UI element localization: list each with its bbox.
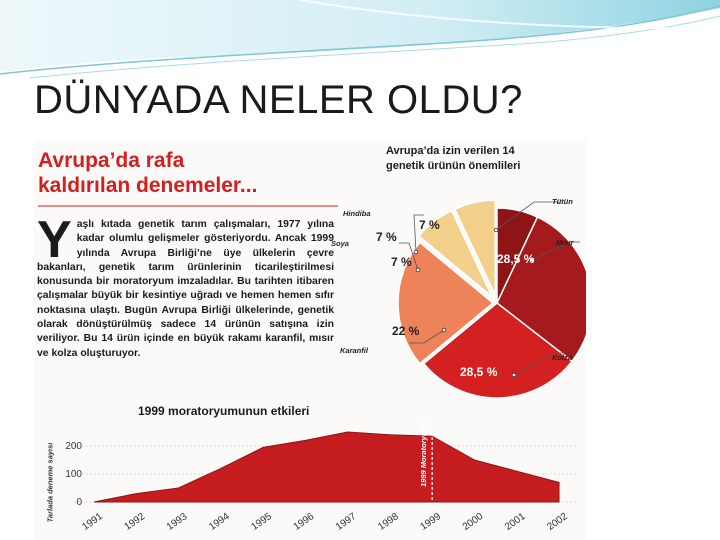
- pie-value-hindiba: 7 %: [376, 230, 397, 244]
- area-xtick-label: 1991: [80, 511, 105, 533]
- pie-value-tutun: 7 %: [419, 218, 440, 232]
- area-xtick-label: 1995: [249, 511, 274, 533]
- pie-legend-hindiba: Hindiba: [343, 209, 371, 218]
- article-dropcap: Y: [37, 211, 72, 269]
- article-headline: [38, 148, 338, 198]
- pie-leader-dot: [416, 268, 420, 272]
- pie-legend-soya: Soya: [331, 239, 349, 248]
- article-body: [37, 211, 334, 361]
- area-chart-title: 1999 moratoryumunun etkileri: [138, 404, 310, 418]
- headline-divider: [38, 204, 338, 208]
- header-decoration: [0, 0, 720, 80]
- moratorium-annotation: 1999 Moratoryumu: [419, 420, 429, 487]
- area-ytick-label: 100: [65, 469, 82, 480]
- pie-leader-dot: [414, 250, 418, 254]
- area-xtick-label: 1996: [291, 511, 317, 533]
- article-text: aşlı kıtada genetik tarım çalışmaları, 1977 yılına kadar olumlu gelişmeler gösteriyordu. Ancak 1999 yılında Avrupa Birliği’ne üye ülkelerin çevre bakanları, genetik tarım ürünlerinin ticarileştirilmesi konusunda bir moratoryum imzaladılar. Bu tarihten itibaren çalışmalar büyük bir kesintiye uğradı ve hemen hemen sıfır noktasına ulaştı. Bugün Avrupa Birliği ülkelerinde, genetik olarak dönüştürülmüş sadece 14 ürünün satışına izin veriliyor. Bu 14 ürün içinde en büyük rakamı karanfil, mısır ve kolza oluşturuyor.: [37, 219, 334, 359]
- pie-leader-dot: [512, 373, 516, 377]
- pie-value-karanfil: 22 %: [392, 324, 420, 338]
- slide-title: DÜNYADA NELER OLDU?: [34, 78, 523, 122]
- area-xtick-label: 2002: [545, 511, 570, 533]
- pie-legend-tutun: Tütün: [552, 197, 573, 206]
- headline-line-1: Avrupa’da rafa: [38, 149, 185, 172]
- area-xtick-label: 2000: [460, 511, 486, 533]
- area-chart: [34, 412, 586, 540]
- area-xtick-label: 1999: [418, 511, 444, 533]
- pie-value-soya: 7 %: [391, 255, 412, 269]
- pie-legend-kolza: Kolza: [552, 353, 573, 362]
- area-xtick-label: 2001: [503, 511, 528, 533]
- area-ytick-label: 200: [65, 441, 82, 452]
- pie-value-kolza: 28,5 %: [460, 365, 498, 379]
- area-chart-ylabel: Tarlada deneme sayısı: [45, 442, 55, 523]
- area-series: [94, 432, 559, 502]
- pie-legend-misir: Mısır: [556, 238, 574, 247]
- pie-value-misir: 28,5 %: [497, 252, 535, 266]
- area-xtick-label: 1998: [376, 511, 401, 533]
- area-xtick-label: 1992: [122, 511, 148, 533]
- area-xtick-label: 1994: [207, 511, 232, 533]
- area-xtick-label: 1993: [164, 511, 190, 533]
- pie-leader-dot: [494, 228, 498, 232]
- area-ytick-label: 0: [76, 497, 82, 508]
- pie-leader-dot: [442, 328, 446, 332]
- area-xtick-label: 1997: [333, 511, 359, 533]
- pie-chart-title: Avrupa’da izin verilen 14 genetik ürünün önemlileri: [386, 145, 521, 172]
- pie-legend-karanfil: Karanfil: [340, 346, 368, 355]
- newspaper-figure: [34, 140, 586, 540]
- headline-line-2: kaldırılan denemeler...: [38, 174, 258, 197]
